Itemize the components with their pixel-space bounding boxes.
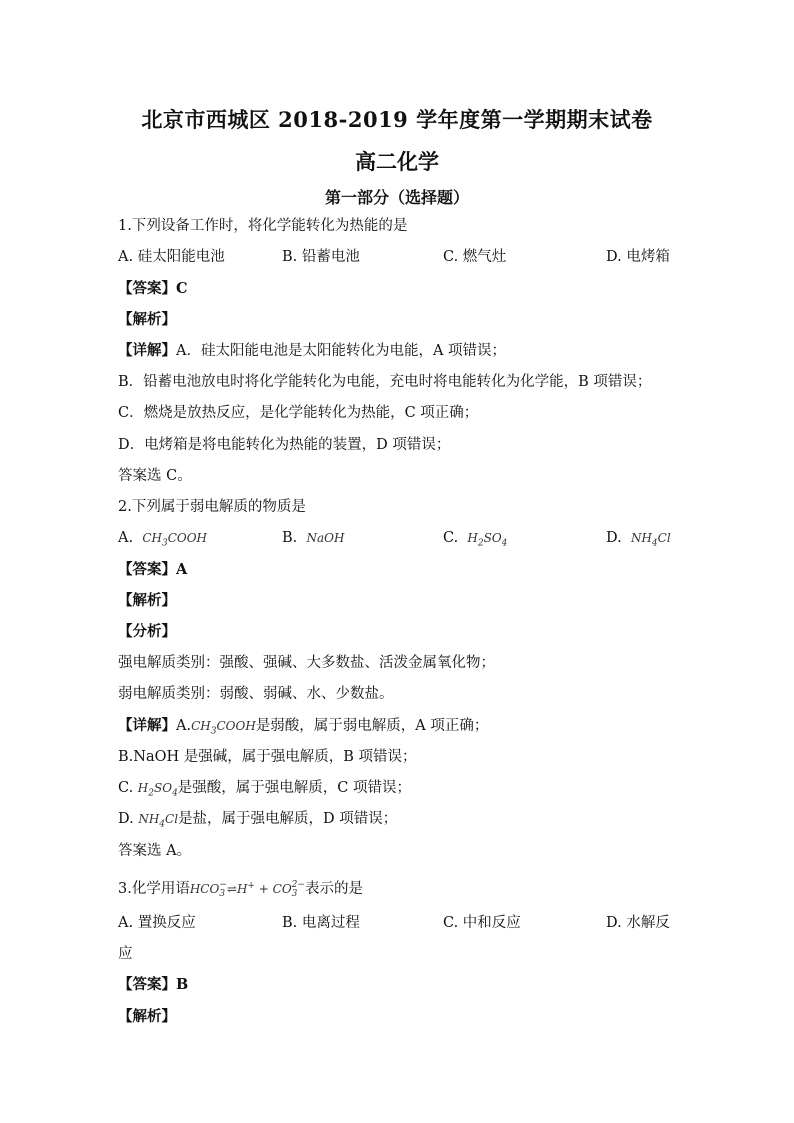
q2-analysis-tag: 【解析】 [118,592,176,609]
option-letter: C. [443,530,459,546]
q3-option-d-wrap: 应 [118,946,133,962]
detail-tag: 【详解】 [118,342,176,359]
q3-analysis-tag: 【解析】 [118,1008,176,1025]
q2-detail-d: D. $NH_4Cl$是盐，属于强电解质，D 项错误； [118,811,398,830]
q1-option-c: C. 燃气灶 [443,249,507,265]
q2-detail-c: C. $H_2SO_4$是强酸，属于强电解质，C 项错误； [118,780,411,799]
option-letter: A. [118,530,134,546]
formula-ch3cooh: $CH_3COOH$ [191,719,256,737]
q3-option-d: D. 水解反 [606,915,670,931]
q1-answer: 【答案】C [118,280,188,297]
formula-nh4cl: $NH_4Cl$ [630,531,671,549]
q2-stem: 2.下列属于弱电解质的物质是 [118,499,306,515]
q1-analysis-tag: 【解析】 [118,311,176,328]
formula-nh4cl: $NH_4Cl$ [138,812,179,830]
exam-subtitle: 高二化学 [355,149,439,174]
detail-tag: 【详解】 [118,717,176,734]
q3-option-b: B. 电离过程 [282,915,360,931]
section-heading: 第一部分（选择题） [324,188,469,207]
option-letter: B. [282,530,298,546]
q2-detail-b: B.NaOH 是强碱，属于强电解质，B 项错误； [118,749,417,765]
q2-option-a [118,528,207,553]
q2-fenxi-tag: 【分析】 [118,623,176,640]
q2-answer: 【答案】A [118,561,188,578]
q1-detail-c: C．燃烧是放热反应，是化学能转化为热能，C 项正确； [118,405,479,421]
formula-ch3cooh: $CH_3COOH$ [142,531,208,549]
q2-weak-electrolytes: 弱电解质类别：弱酸、弱碱、水、少数盐。 [118,686,394,702]
q1-detail-a-text: A．硅太阳能电池是太阳能转化为电能，A 项错误； [176,343,507,359]
q1-detail-b: B．铅蓄电池放电时将化学能转化为电能，充电时将电能转化为化学能，B 项错误； [118,374,652,390]
formula-h2so4: $H_2SO_4$ [467,531,508,549]
q3-stem: 3.化学用语HCO − 3 ⇌H+ + CO 2− 3 表示的是 [118,879,363,899]
q1-option-d: D. 电烤箱 [606,249,670,265]
q1-option-a: A. 硅太阳能电池 [118,249,225,265]
q1-detail-a [118,341,506,361]
q3-option-c: C. 中和反应 [443,915,521,931]
q1-conclusion: 答案选 C。 [118,468,192,484]
ionization-equation: HCO − 3 ⇌H+ + CO 2− 3 [189,879,305,899]
q3-answer: 【答案】B [118,976,189,993]
q1-stem: 1.下列设备工作时，将化学能转化为热能的是 [118,218,408,234]
q2-option-d [606,528,671,553]
q2-detail-a: 【详解】$A.CH_3COOH$是弱酸，属于弱电解质，A 项正确； [118,717,489,737]
q2-conclusion: 答案选 A。 [118,843,192,859]
q2-option-c [443,528,507,553]
q2-option-b [282,528,344,548]
formula-h2so4: $H_2SO_4$ [137,781,178,799]
option-letter: D. [606,530,622,546]
q3-option-a: A. 置换反应 [118,915,196,931]
formula-naoh: NaOH [306,531,345,545]
q1-detail-d: D．电烤箱是将电能转化为热能的装置，D 项错误； [118,437,451,453]
q2-strong-electrolytes: 强电解质类别：强酸、强碱、大多数盐、活泼金属氧化物； [118,655,495,671]
exam-title: 北京市西城区 2018-2019 学年度第一学期期末试卷 [141,107,653,132]
q1-option-b: B. 铅蓄电池 [282,249,360,265]
